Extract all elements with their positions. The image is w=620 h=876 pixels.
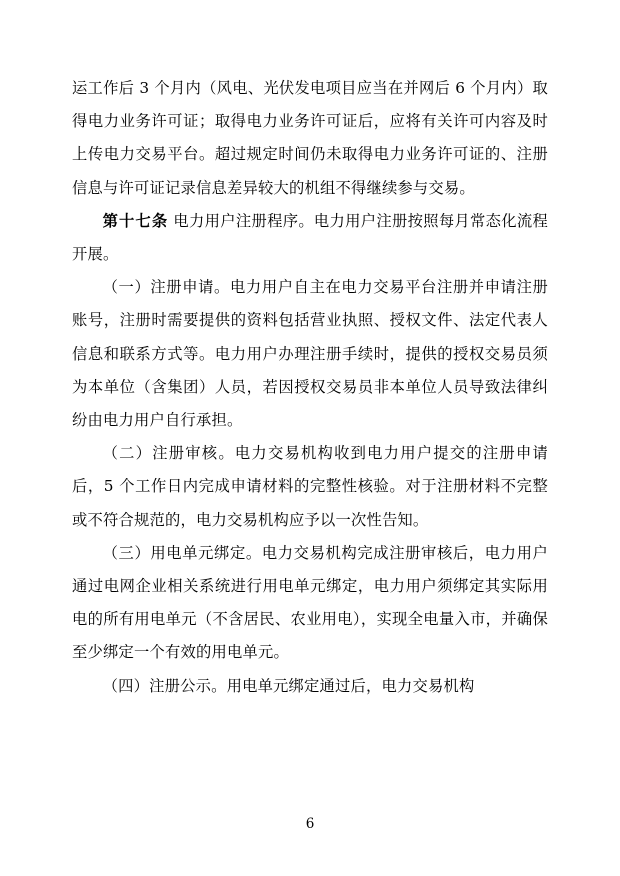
paragraph-item-4: （四）注册公示。用电单元绑定通过后，电力交易机构 <box>102 676 475 695</box>
paragraph-article-17 <box>72 205 548 271</box>
page-number: 6 <box>305 816 315 832</box>
paragraph-item-2: （二）注册审核。电力交易机构收到电力用户提交的注册申请后，5 个工作日内完成申请材料的完整性核验。对于注册材料不完整或不符合规范的，电力交易机构应予以一次性告知。 <box>72 444 548 529</box>
article-number-label: 第十七条 <box>102 211 169 230</box>
paragraph-continuation: 运工作后 3 个月内（风电、光伏发电项目应当在并网后 6 个月内）取得电力业务许可证；取得电力业务许可证后，应将有关许可内容及时上传电力交易平台。超过规定时间仍未取得电力业务许可证的、注册信息与许可证记录信息差异较大的机组不得继续参与交易。 <box>72 79 548 197</box>
document-body <box>72 72 548 703</box>
paragraph-item-1: （一）注册申请。电力用户自主在电力交易平台注册并申请注册账号，注册时需要提供的资料包括营业执照、授权文件、法定代表人信息和联系方式等。电力用户办理注册手续时，提供的授权交易员须为本单位（含集团）人员，若因授权交易员非本单位人员导致法律纠纷由电力用户自行承担。 <box>72 278 548 430</box>
article-17-text: 电力用户注册程序。电力用户注册按照每月常态化流程开展。 <box>72 211 548 264</box>
paragraph-item-3: （三）用电单元绑定。电力交易机构完成注册审核后，电力用户通过电网企业相关系统进行用电单元绑定，电力用户须绑定其实际用电的所有用电单元（不含居民、农业用电），实现全电量入市，并确保至少绑定一个有效的用电单元。 <box>72 543 548 662</box>
